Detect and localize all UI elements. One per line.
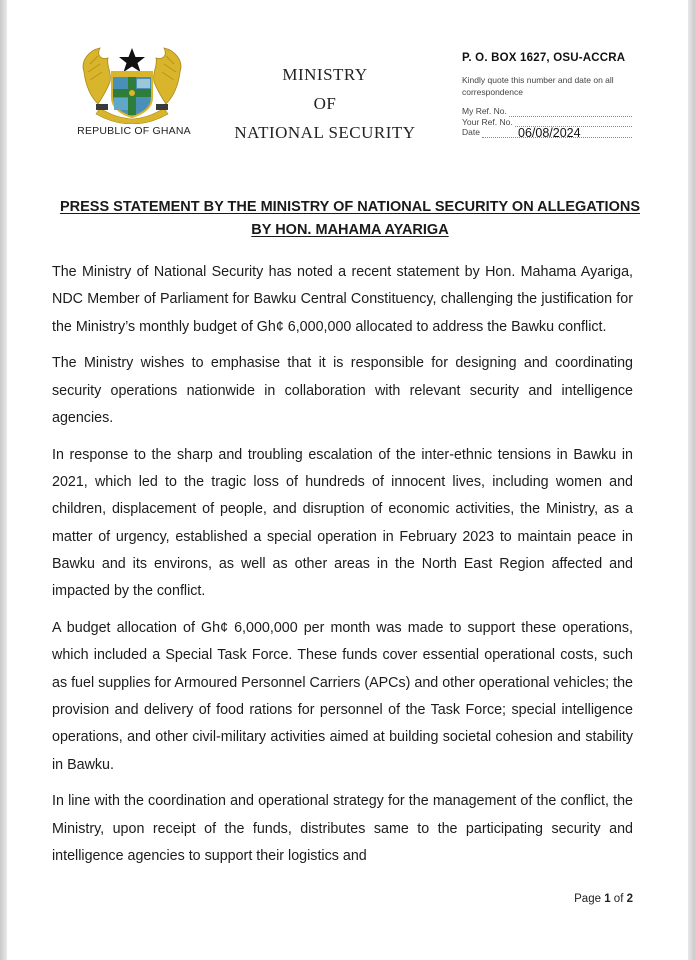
contact-block [462, 52, 632, 138]
date-value: 06/08/2024 [518, 126, 581, 140]
ministry-line-1: MINISTRY [282, 65, 368, 84]
paragraph: In response to the sharp and troubling escalation of the inter-ethnic tensions in Bawku in 2021, which led to the tragic loss of hundreds of innocent lives, including women and children, displacement of people, and disruption of economic activities, the Ministry, as a matter of urgency, established a special operation in February 2023 to maintain peace in Bawku and its environs, as well as other areas in the North East Region affected and impacted by the conflict. [52, 446, 633, 600]
ministry-line-3: NATIONAL SECURITY [234, 123, 416, 142]
of-word: of [613, 893, 624, 905]
page-edge-left [0, 0, 7, 960]
date-row [462, 127, 632, 138]
ministry-name [210, 60, 440, 147]
my-ref-label: My Ref. No. [462, 106, 507, 116]
page-current: 1 [604, 893, 611, 905]
paragraph: A budget allocation of Gh¢ 6,000,000 per month was made to support these operations, which included a Special Task Force. These funds cover essential operational costs, such as fuel supplies for Armoured Personnel Carriers (APCs) and other operational vehicles; the provision and delivery of food rations for personnel of the Task Force; special intelligence operations, and other civil-military activities aimed at building societal cohesion and stability in Bawku. [52, 620, 633, 773]
title-line-2: BY HON. MAHAMA AYARIGA [251, 222, 449, 238]
paragraph: In line with the coordination and operational strategy for the management of the conflict, the Ministry, upon receipt of the funds, distributes same to the participating security and intelligence agencies to support their logistics and [52, 793, 633, 864]
my-ref-row [462, 106, 632, 117]
page-total: 2 [626, 893, 633, 905]
page-edge-right [688, 0, 695, 960]
paragraph: The Ministry wishes to emphasise that it is responsible for designing and coordinating security operations nationwide in collaboration with relevant security and intelligence agencies. [52, 355, 633, 426]
page-word: Page [574, 893, 601, 905]
title-line-1: PRESS STATEMENT BY THE MINISTRY OF NATIONAL SECURITY ON ALLEGATIONS [59, 199, 641, 215]
ghana-coat-of-arms-icon [76, 42, 188, 124]
your-ref-label: Your Ref. No. [462, 116, 513, 127]
paragraph: The Ministry of National Security has noted a recent statement by Hon. Mahama Ayariga, NDC Member of Parliament for Bawku Central Constituency, challenging the justification for the Ministry’s monthly budget of Gh¢ 6,000,000 allocated to address the Bawku conflict. [52, 264, 633, 335]
reference-fields [462, 106, 632, 138]
my-ref-blank [509, 109, 632, 117]
country-name: REPUBLIC OF GHANA [77, 125, 191, 137]
statement-body [52, 259, 633, 880]
date-label: Date [462, 127, 480, 137]
statement-title [40, 196, 660, 242]
ministry-line-2: OF [313, 94, 337, 113]
po-box-address: P. O. BOX 1627, OSU-ACCRA [462, 52, 626, 64]
quote-note: Kindly quote this number and date on all correspondence [462, 75, 614, 97]
page-number [574, 893, 633, 905]
